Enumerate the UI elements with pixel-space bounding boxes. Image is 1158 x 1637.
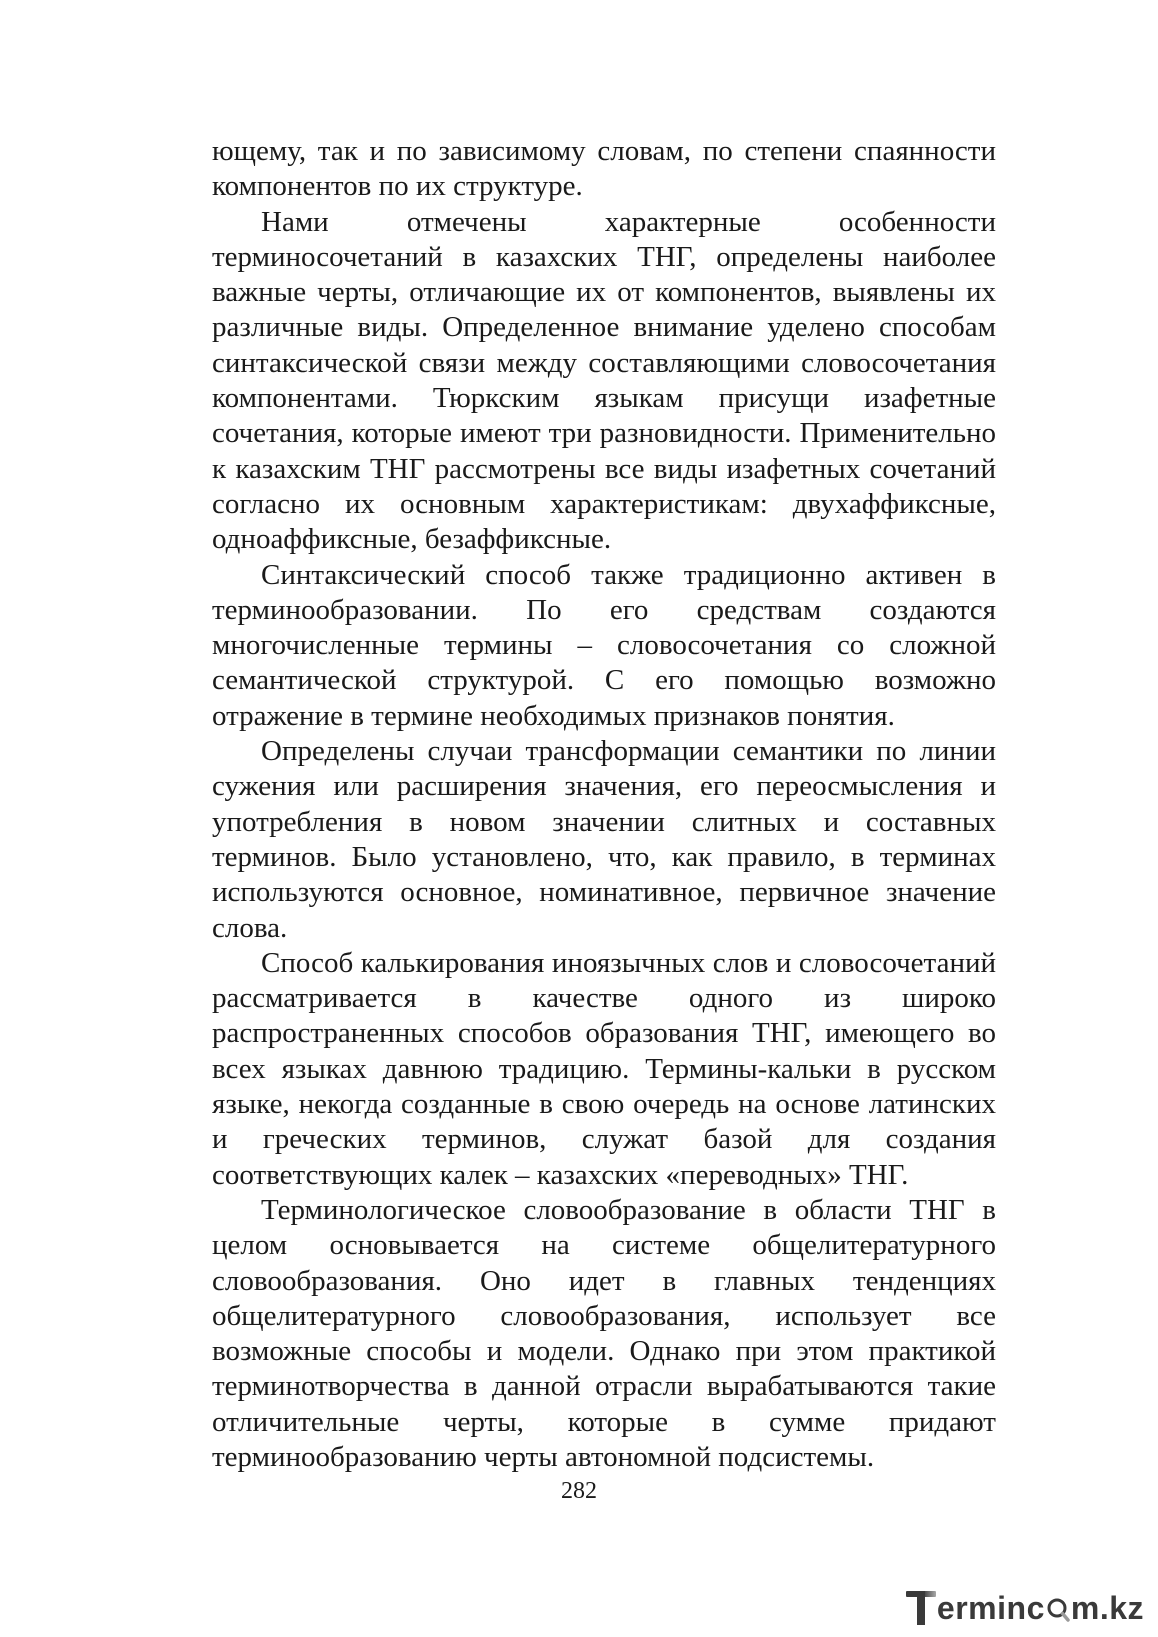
watermark-text-part2: c — [1026, 1589, 1045, 1626]
paragraph-2: Нами отмечены характерные особенности терминосочетаний в казахских ТНГ, определены наиболее важные черты, отличающие их от компонентов, выявлены их различные виды. Определенное внимание уделено способам синтаксической связи между составляющими словосочетания компонентами. Тюркским языкам присущи изафетные сочетания, которые имеют три разновидности. Применительно к казахским ТНГ рассмотрены все виды изафетных сочетаний согласно их основным характеристикам: двухаффиксные, одноаффиксные, безаффиксные. — [212, 205, 996, 556]
paragraph-4: Определены случаи трансформации семантики по линии сужения или расширения значения, его переосмысления и употребления в новом значении слитных и составных терминов. Было установлено, что, как правило, в терминах используются основное, номинативное, первичное значение слова. — [212, 735, 996, 944]
watermark-text-part1: ermin — [936, 1589, 1027, 1626]
paragraph-6: Терминологическое словообразование в области ТНГ в целом основывается на системе общелитературного словообразования. Оно идет в главных тенденциях общелитературного словообразования, использует все возможные способы и модели. Однако при этом практикой терминотворчества в данной отрасли вырабатываются такие отличительные черты, которые в сумме придают терминообразованию черты автономной подсистемы. — [212, 1193, 996, 1473]
paragraph-5: Способ калькирования иноязычных слов и словосочетаний рассматривается в качестве одного из широко распространенных способов образования ТНГ, имеющего во всех языках давнюю традицию. Термины-кальки в русском языке, некогда созданные в свою очередь на основе латинских и греческих терминов, служат базой для создания соответствующих калек – казахских «переводных» ТНГ. — [212, 946, 996, 1191]
page-number: 282 — [561, 1478, 597, 1504]
page-body — [212, 134, 996, 1475]
magnifier-o-icon — [1046, 1593, 1070, 1623]
paragraph-1: ющему, так и по зависимому словам, по степени спаянности компонентов по их структуре. — [212, 135, 996, 203]
watermark-t-logo-icon — [906, 1589, 936, 1627]
paragraph-3: Синтаксический способ также традиционно активен в терминообразовании. По его средствам создаются многочисленные термины – словосочетания со сложной семантической структурой. С его помощью возможно отражение в термине необходимых признаков понятия. — [212, 558, 996, 732]
termincom-watermark — [906, 1587, 1144, 1629]
watermark-text-part3: m.kz — [1070, 1589, 1144, 1626]
